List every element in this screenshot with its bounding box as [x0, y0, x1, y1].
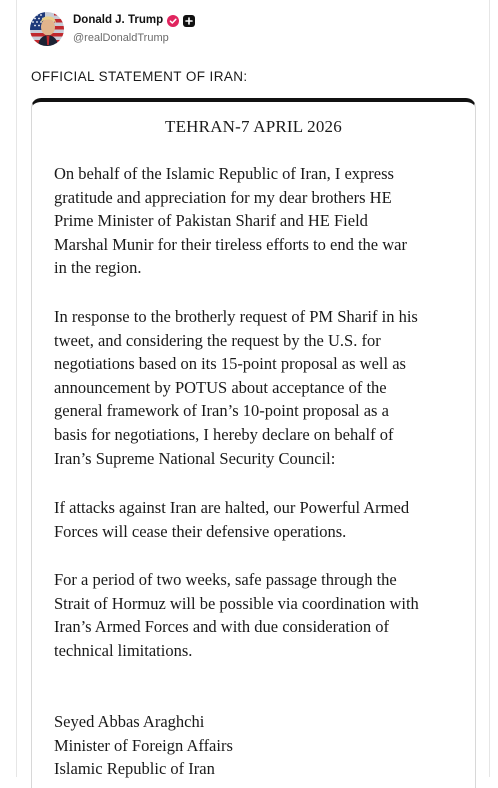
author-name[interactable]: Donald J. Trump — [73, 14, 164, 26]
statement-line: Forces will cease their defensive operations. — [54, 521, 347, 541]
avatar-image — [30, 12, 64, 46]
verified-badge-icon — [167, 15, 179, 27]
statement-line: Strait of Hormuz will be possible via coordination with — [54, 593, 419, 613]
left-border-line — [16, 0, 17, 777]
statement-paragraph — [54, 568, 464, 662]
post-text: OFFICIAL STATEMENT OF IRAN: — [31, 69, 248, 84]
statement-line: basis for negotiations, I hereby declare on behalf of — [54, 424, 394, 444]
statement-paragraph — [54, 162, 464, 280]
statement-line: Iran’s Armed Forces and with due consideration of — [54, 617, 389, 637]
statement-line: Prime Minister of Pakistan Sharif and HE Field — [54, 211, 368, 231]
statement-paragraph — [54, 305, 464, 470]
statement-line: In response to the brotherly request of PM Sharif in his — [54, 307, 418, 326]
statement-line: For a period of two weeks, safe passage through the — [54, 570, 397, 589]
statement-line: If attacks against Iran are halted, our Powerful Armed — [54, 498, 410, 517]
statement-signature — [54, 710, 464, 781]
author-handle[interactable]: @realDonaldTrump — [73, 32, 169, 44]
statement-line: tweet, and considering the request by the U.S. for — [54, 330, 381, 350]
statement-line: general framework of Iran’s 10-point proposal as a — [54, 401, 389, 421]
signature-line: Islamic Republic of Iran — [54, 759, 215, 779]
signature-line: Seyed Abbas Araghchi — [54, 712, 205, 731]
statement-line: Iran’s Supreme National Security Council: — [54, 448, 336, 468]
statement-line: Marshal Munir for their tireless efforts to end the war — [54, 234, 407, 254]
statement-image[interactable] — [31, 98, 476, 788]
statement-line: gratitude and appreciation for my dear brothers HE — [54, 187, 392, 207]
statement-dateline: TEHRAN-7 APRIL 2026 — [165, 117, 342, 136]
statement-line: in the region. — [54, 258, 142, 278]
avatar[interactable] — [30, 12, 64, 46]
statement-paragraph — [54, 496, 464, 543]
statement-line: negotiations based on its 15-point proposal as well as — [54, 354, 406, 374]
plus-badge-icon — [183, 15, 195, 27]
post-header — [30, 12, 195, 46]
statement-line: technical limitations. — [54, 640, 193, 660]
statement-line: announcement by POTUS about acceptance of the — [54, 377, 387, 397]
statement-line: On behalf of the Islamic Republic of Iran, I express — [54, 164, 394, 183]
right-border-line — [489, 0, 490, 777]
signature-line: Minister of Foreign Affairs — [54, 735, 233, 755]
